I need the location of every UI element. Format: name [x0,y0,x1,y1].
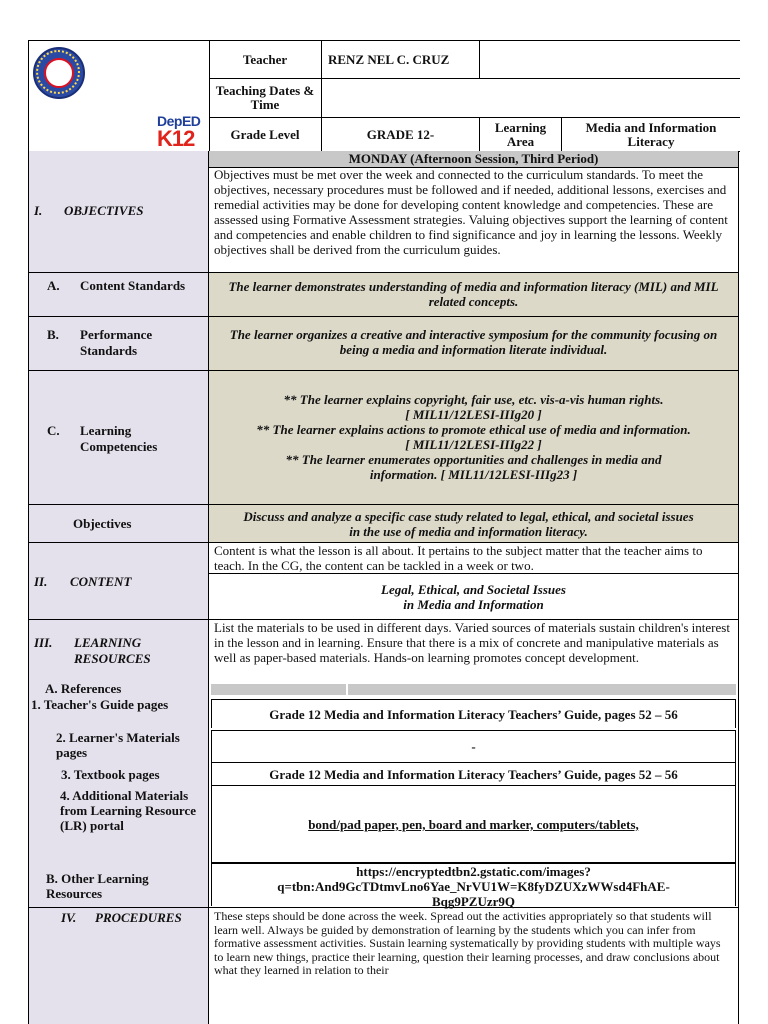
performance-standards-text: The learner organizes a creative and interactive symposium for the community focusing on being a media and information literate individual. [229,327,718,357]
textbook-row [28,762,739,786]
learning-competencies-letter: C. [47,423,60,438]
objectives-number: I. [34,203,43,218]
objectives-title: OBJECTIVES [64,203,144,218]
performance-standards-row [28,317,739,371]
teaching-dates-label: Teaching Dates & Time [209,79,322,118]
content-left [29,543,209,619]
content-topic-line: in Media and Information [403,597,544,612]
competency-line: ** The learner enumerates opportunities and challenges in media and [285,452,662,467]
learning-competencies-row [28,371,739,505]
specific-objectives-row [28,505,739,543]
additional-materials-left [29,786,209,863]
references-left [29,682,209,696]
competency-line: ** The learner explains actions to promote ethical use of media and information. [256,422,691,437]
other-resources-link[interactable] [218,864,729,909]
textbook-left [29,762,209,786]
content-standards-right [209,273,738,316]
additional-materials-value: bond/pad paper, pen, board and marker, computers/tablets, [308,817,639,832]
textbook-box [211,762,736,786]
teacher-extra-cell [480,41,740,79]
textbook-label: 3. Textbook pages [61,767,160,782]
references-label: A. References [45,681,122,696]
link-line: q=tbn:And9GcTDtmvLno6Yae_NrVU1W=K8fyDZUXzWWsd4FhAE- [277,879,670,894]
k12-logo: K12 [157,126,195,151]
performance-standards-label: Performance Standards [80,327,153,358]
learning-resources-left [29,620,209,682]
additional-materials-right [209,786,738,863]
deped-logo: DepED [157,113,201,129]
content-standards-text: The learner demonstrates understanding of media and information literacy (MIL) and MIL related concepts. [228,279,719,309]
grade-level-label: Grade Level [209,118,322,152]
competency-code: [ MIL11/12LESI-IIIg22 ] [405,437,542,452]
learners-materials-left [29,730,209,762]
teacher-value: RENZ NEL C. CRUZ [322,41,480,79]
content-standards-label: Content Standards [80,278,186,293]
learning-competencies-right [209,371,738,504]
additional-materials-label: 4. Additional Materials from Learning Resource (LR) portal [60,788,196,833]
specific-objectives-left [29,505,209,542]
other-resources-right [209,863,738,907]
content-title: CONTENT [70,574,132,589]
textbook-right [209,762,738,786]
content-standards-letter: A. [47,278,60,293]
content-right [209,543,738,619]
performance-standards-right [209,317,738,370]
content-description-cell [209,543,738,574]
session-band: MONDAY (Afternoon Session, Third Period) [209,151,738,168]
learning-resources-title: LEARNING RESOURCES [74,635,151,666]
link-line: Bqg9PZUzr9Q [431,894,516,909]
teachers-guide-value: Grade 12 Media and Information Literacy Teachers’ Guide, pages 52 – 56 [269,707,678,722]
other-resources-box [211,863,736,909]
learning-competencies-list [215,392,732,482]
other-resources-label: B. Other Learning Resources [46,871,149,901]
objectives-section [28,151,739,273]
teachers-guide-right [209,696,738,730]
references-row [28,682,739,696]
content-topic [215,582,732,612]
specific-objectives-label: Objectives [73,516,132,531]
teachers-guide-box [211,699,736,728]
competency-line: ** The learner explains copyright, fair use, etc. vis-a-vis human rights. [283,392,664,407]
learners-materials-right [209,730,738,762]
specific-objectives-right [209,505,738,542]
procedures-number: IV. [61,910,77,925]
additional-materials-box [211,786,736,863]
content-number: II. [34,574,48,589]
procedures-title: PROCEDURES [95,910,182,925]
procedures-text: These steps should be done across the week. Spread out the activities appropriately so that students will learn well. Always be guided by demonstration of learning by the students which you can infer from formative assessment activities. Sustain learning systematically by providing students with multiple ways to learn new things, practice their learning, question their learning processes, and draw conclusions about what they learned in relation to their [214,909,721,978]
teachers-guide-row [28,696,739,730]
teaching-dates-value [322,79,740,118]
teachers-guide-label: 1. Teacher's Guide pages [31,697,169,712]
procedures-right [209,908,738,1024]
lesson-plan-page [28,40,740,1024]
content-section [28,543,739,620]
references-band-1 [211,684,346,695]
competency-code: information. [ MIL11/12LESI-IIIg23 ] [369,467,578,482]
learners-materials-value: - [471,739,476,754]
performance-standards-letter: B. [47,327,59,342]
content-topic-line: Legal, Ethical, and Societal Issues [381,582,566,597]
specific-objectives-text: Discuss and analyze a specific case study related to legal, ethical, and societal issues in the use of media and information literacy. [243,509,694,539]
textbook-value: Grade 12 Media and Information Literacy Teachers’ Guide, pages 52 – 56 [269,767,678,782]
additional-materials-row [28,786,739,863]
objectives-left-cell [29,151,209,272]
deped-seal-icon [33,47,85,99]
learning-area-label: Learning Area [480,118,562,152]
references-band-2 [348,684,736,695]
performance-standards-left [29,317,209,370]
content-standards-left [29,273,209,316]
learning-competencies-left [29,371,209,504]
teacher-label: Teacher [209,41,322,79]
competency-code: [ MIL11/12LESI-IIIg20 ] [405,407,542,422]
objectives-right-cell [209,151,738,272]
procedures-left [29,908,209,1024]
header-table [28,40,740,152]
learning-resources-right [209,620,738,682]
learners-materials-box [211,730,736,762]
learning-resources-section [28,620,739,682]
objectives-text: Objectives must be met over the week and connected to the curriculum standards. To meet the objectives, necessary procedures must be followed and if needed, additional lessons, exercises and remedial activities may be done for developing content knowledge and competencies. These are assessed using Formative Assessment strategies. Valuing objectives support the learning of content and competencies and enable children to find significance and joy in learning the lessons. Weekly objectives shall be derived from the curriculum guides. [214,167,728,257]
learning-area-value: Media and Information Literacy [562,118,740,152]
references-right [209,682,738,696]
logo-cell [29,41,210,151]
learners-materials-label: 2. Learner's Materials pages [56,730,180,760]
learning-resources-text: List the materials to be used in different days. Varied sources of materials sustain children's interest in the lesson and in learning. Ensure that there is a mix of concrete and manipulative materials as well as paper-based materials. Hands-on learning promotes concept development. [214,620,730,665]
other-resources-row [28,863,739,908]
content-description: Content is what the lesson is all about. It pertains to the subject matter that the teacher aims to teach. In the CG, the content can be tackled in a week or two. [214,543,703,573]
link-line: https://encryptedtbn2.gstatic.com/images? [356,864,591,879]
teachers-guide-left [29,696,209,730]
learning-competencies-label: Learning Competencies [80,423,158,454]
grade-level-value: GRADE 12- [322,118,480,152]
procedures-section [28,908,739,1024]
content-standards-row [28,273,739,317]
other-resources-left [29,863,209,907]
learners-materials-row [28,730,739,762]
learning-resources-number: III. [34,635,53,650]
